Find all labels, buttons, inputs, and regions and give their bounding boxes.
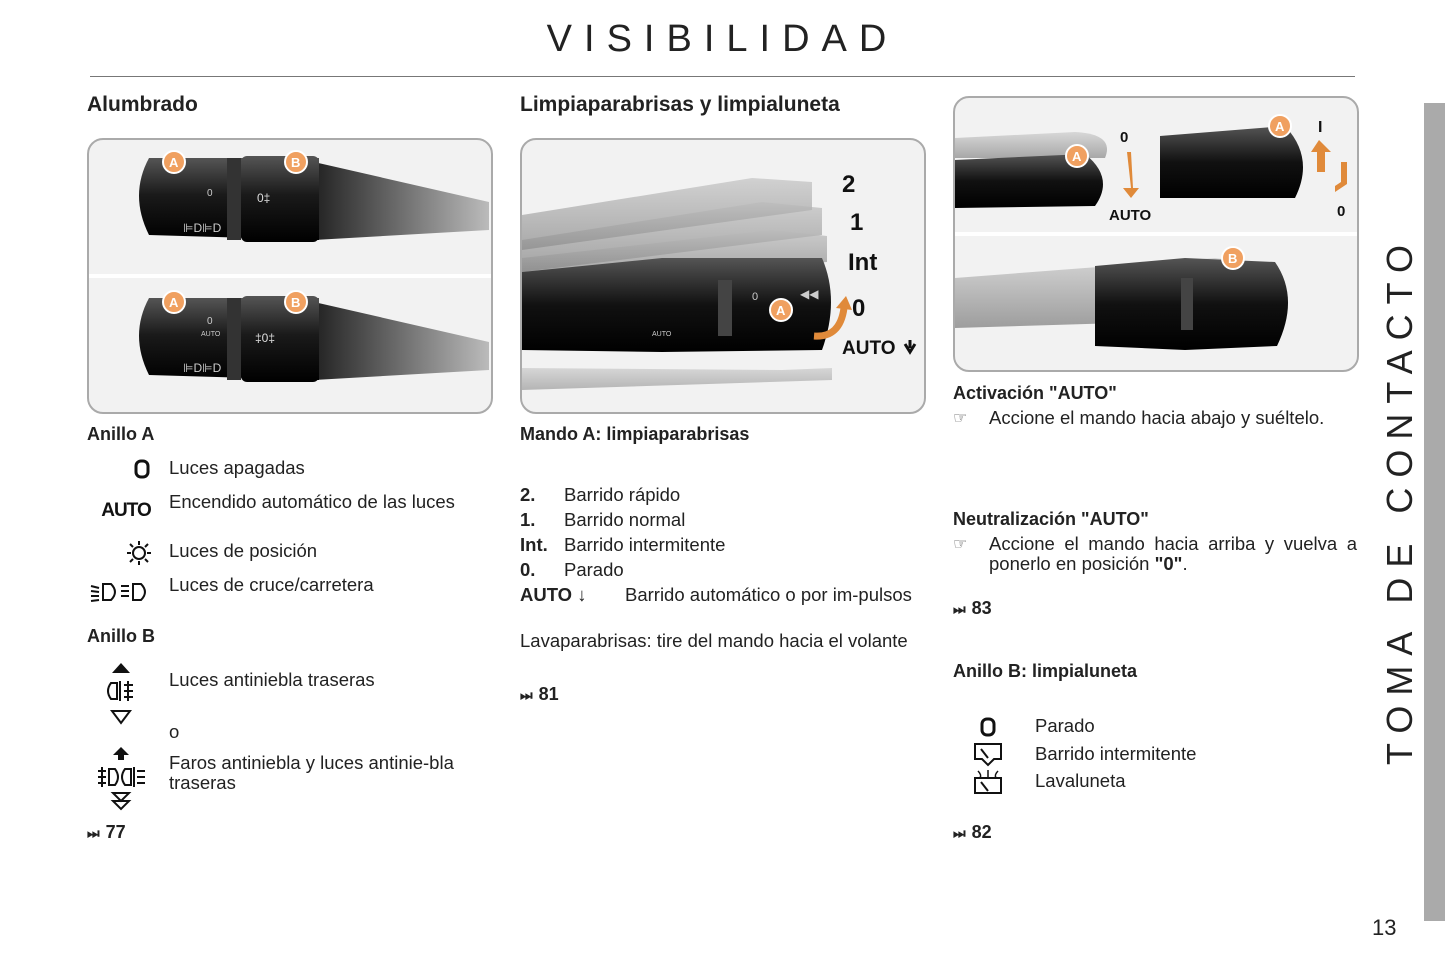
- wiper-pos-label-int: Barrido intermitente: [564, 534, 726, 555]
- svg-text:0: 0: [207, 316, 213, 327]
- page-ref-icon: ⏭: [87, 825, 100, 841]
- ring-b-item-front-rear-fog: Faros antiniebla y luces antinie-bla traseras: [169, 752, 454, 793]
- auto-neutral-text: Accione el mando hacia arriba y vuelva a ponerlo en posición "0".: [989, 533, 1357, 574]
- svg-text:⊫D⊫D: ⊫D⊫D: [183, 361, 222, 375]
- svg-text:A: A: [1275, 119, 1285, 134]
- svg-text:AUTO: AUTO: [842, 338, 896, 359]
- svg-text:0‡: 0‡: [257, 191, 271, 205]
- svg-text:A: A: [1072, 149, 1082, 164]
- svg-text:A: A: [169, 295, 179, 310]
- wiper-stalk-illustration: [522, 140, 924, 412]
- lighting-stalk-illustration: [89, 140, 491, 412]
- zero-icon: [976, 716, 1000, 738]
- auto-icon: AUTO: [101, 500, 151, 521]
- front-rear-fog-icon: [94, 744, 148, 812]
- rear-wiper-heading: Anillo B: limpialuneta: [953, 661, 1138, 681]
- wiper-pos-key-0: 0.: [520, 559, 536, 580]
- dipped-main-beam-icon: [88, 579, 154, 605]
- svg-text:2: 2: [842, 171, 856, 198]
- page-title: VISIBILIDAD: [546, 18, 899, 60]
- ring-a-item-auto: Encendido automático de las luces: [169, 491, 455, 512]
- svg-text:Int: Int: [848, 249, 878, 276]
- wiper-pos-key-auto: AUTO ↓: [520, 584, 587, 605]
- svg-text:0: 0: [852, 295, 866, 322]
- rear-wiper-item-intermittent: Barrido intermitente: [1035, 743, 1197, 764]
- page-ref-icon: ⏭: [953, 601, 966, 617]
- ref-81[interactable]: ⏭ 81: [520, 684, 559, 704]
- svg-text:AUTO: AUTO: [652, 331, 672, 338]
- svg-text:0: 0: [752, 291, 759, 303]
- ref-82[interactable]: ⏭ 82: [953, 822, 992, 842]
- ref-77[interactable]: ⏭ 77: [87, 822, 126, 842]
- arrow-down-icon: ↓: [577, 584, 587, 605]
- washer-text: Lavaparabrisas: tire del mando hacia el volante: [520, 630, 908, 651]
- wiper-pos-label-auto: Barrido automático o por im-pulsos: [625, 584, 912, 605]
- svg-text:⊫D⊫D: ⊫D⊫D: [183, 221, 222, 235]
- lighting-stalk-figure: [87, 138, 493, 414]
- position-lights-icon: [122, 539, 156, 567]
- svg-text:AUTO: AUTO: [1109, 207, 1152, 224]
- svg-text:B: B: [291, 155, 301, 170]
- zero-icon: [130, 458, 154, 480]
- wiper-pos-label-0: Parado: [564, 559, 624, 580]
- wiper-pos-key-int: Int.: [520, 534, 548, 555]
- auto-neutral-heading: Neutralización "AUTO": [953, 509, 1149, 529]
- auto-activation-text: Accione el mando hacia abajo y suéltelo.: [989, 407, 1325, 428]
- auto-wipe-figure: [953, 96, 1359, 372]
- svg-text:B: B: [291, 295, 301, 310]
- rear-wiper-item-off: Parado: [1035, 715, 1095, 736]
- page-number: 13: [1372, 915, 1397, 940]
- page-ref-icon: ⏭: [953, 825, 966, 841]
- auto-activation-heading: Activación "AUTO": [953, 383, 1117, 403]
- ring-a-item-off: Luces apagadas: [169, 457, 305, 478]
- ring-b-or: o: [169, 721, 180, 742]
- auto-wipe-illustration: [955, 98, 1357, 370]
- svg-text:0: 0: [1337, 203, 1346, 220]
- ring-a-heading: Anillo A: [87, 424, 155, 444]
- svg-text:A: A: [776, 303, 786, 318]
- svg-text:I: I: [1318, 119, 1323, 136]
- svg-text:0: 0: [207, 188, 213, 199]
- svg-text:B: B: [1228, 251, 1238, 266]
- svg-text:‡0‡: ‡0‡: [255, 331, 276, 345]
- title-rule: [90, 76, 1355, 77]
- ring-a-item-position: Luces de posición: [169, 540, 318, 561]
- wiper-stalk-figure: [520, 138, 926, 414]
- svg-text:0: 0: [1120, 129, 1129, 146]
- svg-text:1: 1: [850, 209, 864, 236]
- wiper-pos-key-2: 2.: [520, 484, 536, 505]
- svg-text:A: A: [169, 155, 179, 170]
- svg-text:◀◀: ◀◀: [800, 287, 819, 301]
- wiper-pos-label-1: Barrido normal: [564, 509, 686, 530]
- rear-fog-icon: [102, 660, 140, 726]
- section-side-title: TOMA DE CONTACTO: [1379, 234, 1420, 766]
- rear-wipe-intermittent-icon: [971, 740, 1005, 768]
- rear-washer-icon: [971, 768, 1005, 798]
- svg-text:AUTO: AUTO: [201, 331, 221, 338]
- page-ref-icon: ⏭: [520, 687, 533, 703]
- ring-a-item-beam: Luces de cruce/carretera: [169, 574, 374, 595]
- pointing-hand-icon: ☞: [953, 410, 968, 427]
- ref-83[interactable]: ⏭ 83: [953, 598, 992, 618]
- lighting-heading: Alumbrado: [87, 93, 198, 116]
- section-tab-bar: [1424, 103, 1445, 921]
- wiper-pos-key-1: 1.: [520, 509, 536, 530]
- pointing-hand-icon: ☞: [953, 536, 968, 553]
- rear-wiper-item-washer: Lavaluneta: [1035, 770, 1126, 791]
- ring-b-heading: Anillo B: [87, 626, 155, 646]
- wiper-control-heading: Mando A: limpiaparabrisas: [520, 424, 750, 444]
- wiper-pos-label-2: Barrido rápido: [564, 484, 681, 505]
- wipers-heading: Limpiaparabrisas y limpialuneta: [520, 93, 840, 116]
- ring-b-item-rear-fog: Luces antiniebla traseras: [169, 669, 375, 690]
